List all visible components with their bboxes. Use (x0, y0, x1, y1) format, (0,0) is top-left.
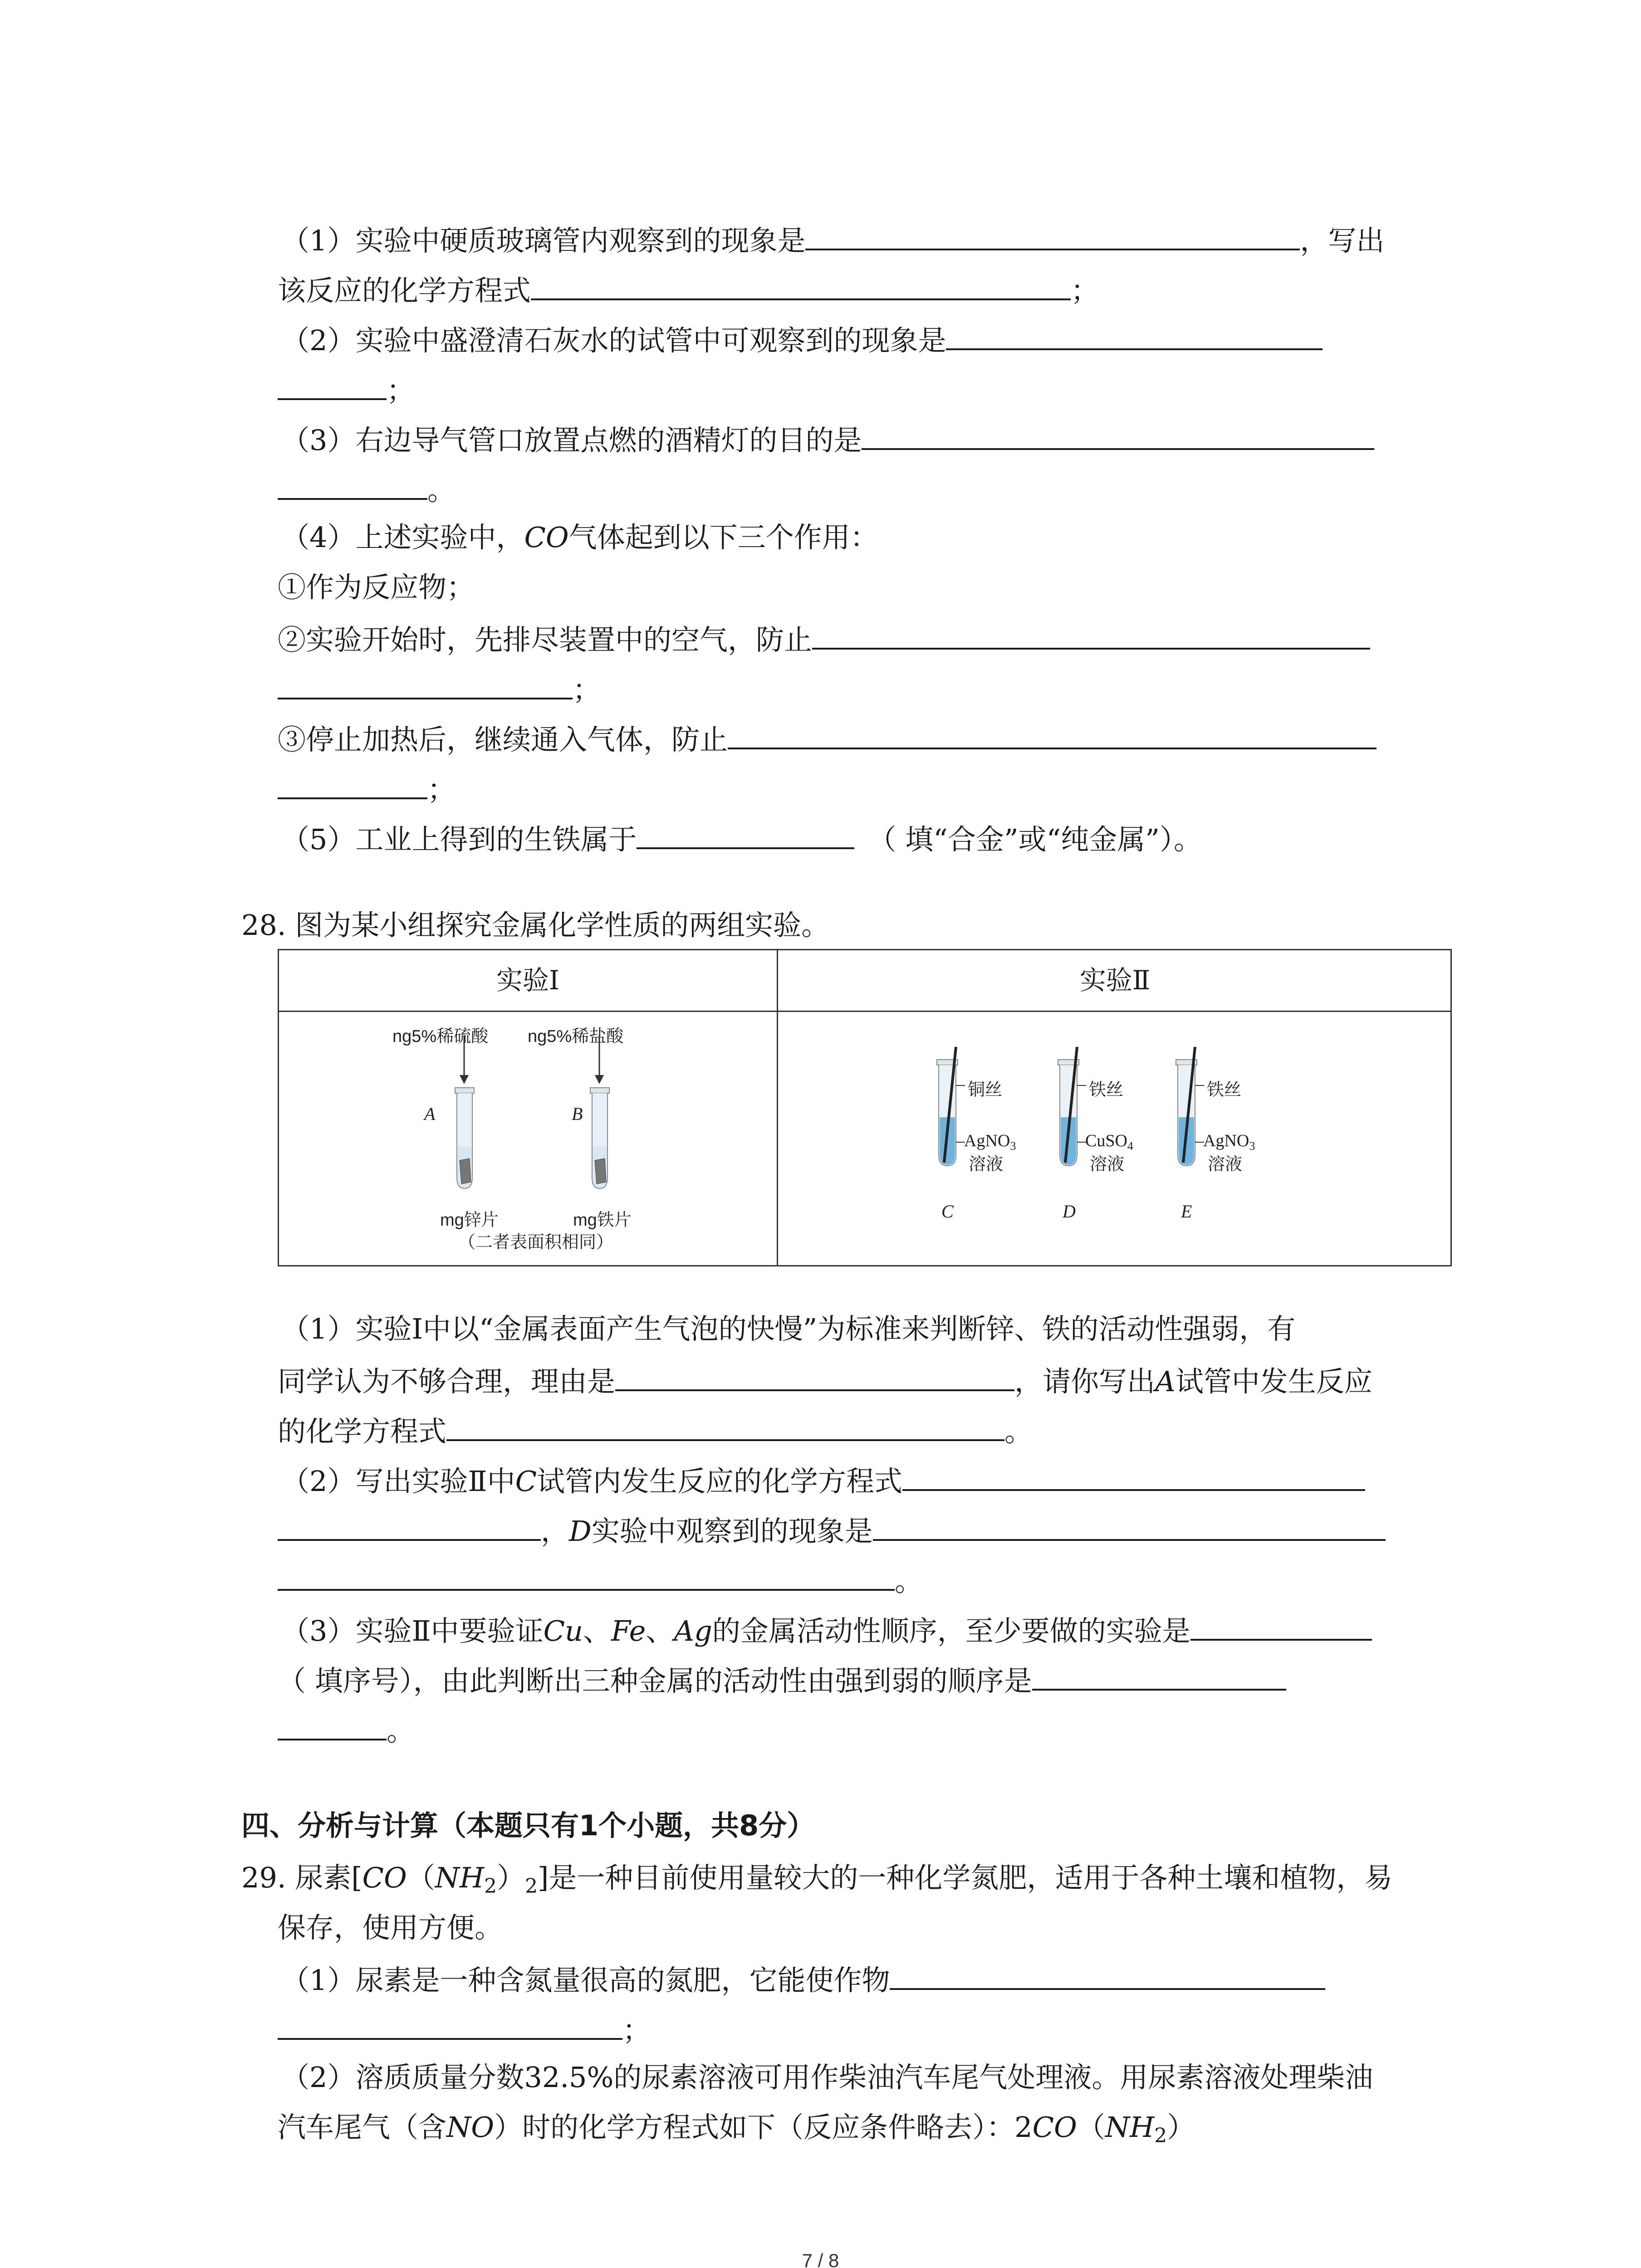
q28-p1-end: 。 (1004, 1415, 1033, 1448)
q28-p3-text2: 的金属活动性顺序，至少要做的实验是 (712, 1614, 1190, 1647)
q28-part1-line1 (281, 1304, 1295, 1354)
q29-p1-text: （1）尿素是一种含氮量很高的氮肥，它能使作物 (281, 1964, 890, 1997)
q28-stem-text: 28. 图为某小组探究金属化学性质的两组实验。 (241, 909, 830, 942)
paren: （ (1077, 2111, 1105, 2144)
q28-p3-text3: （ 填序号），由此判断出三种金属的活动性由强到弱的顺序是 (278, 1664, 1032, 1697)
q29-stem-text3: 保存，使用方便。 (278, 1911, 503, 1944)
answer-blank[interactable] (278, 1554, 895, 1591)
answer-blank[interactable] (615, 1354, 1014, 1391)
q27-p4-item2-end: ； (573, 673, 601, 706)
answer-blank[interactable] (1190, 1603, 1372, 1641)
arrow-head (460, 1075, 469, 1084)
page-number: 7 / 8 (802, 2250, 839, 2268)
q28-part3-line3 (278, 1703, 415, 1753)
q27-p4-item3-end: ； (427, 773, 456, 806)
q27-part3-line1 (281, 413, 1374, 463)
acid-b-label: ng5%稀盐酸 (528, 1027, 624, 1046)
q28-part2-line1 (281, 1454, 1365, 1504)
q27-p2-text: （2）实验中盛澄清石灰水的试管中可观察到的现象是 (281, 324, 946, 357)
answer-blank[interactable] (278, 463, 427, 500)
q28-p1-text5: 的化学方程式 (278, 1415, 447, 1448)
tube-c-letter: C (941, 1201, 954, 1222)
element-cu: Cu (543, 1614, 583, 1647)
answer-blank[interactable] (812, 612, 1370, 650)
paren: ） (1167, 2111, 1195, 2144)
test-tube-b (590, 1088, 609, 1188)
q27-p4-item1-text: ①作为反应物； (278, 571, 475, 604)
q28-p2-text2: 试管内发生反应的化学方程式 (537, 1465, 903, 1498)
subscript: 2 (484, 1875, 497, 1898)
q27-p1-text2: 该反应的化学方程式 (278, 274, 531, 307)
q29-stem-text2: ]是一种目前使用量较大的一种化学氮肥，适用于各种土壤和植物，易 (538, 1861, 1393, 1894)
tube-e-letter: E (1181, 1201, 1192, 1222)
separator: 、 (583, 1614, 611, 1647)
q27-p5-text: （5）工业上得到的生铁属于 (281, 823, 637, 856)
solution-d-formula: CuSO (1085, 1131, 1127, 1150)
test-tube-d (1058, 1047, 1079, 1166)
paren: （ (407, 1861, 435, 1894)
answer-blank[interactable] (728, 712, 1376, 749)
q28-part3-line1 (281, 1603, 1372, 1653)
acid-a-label: ng5%稀硫酸 (392, 1027, 489, 1046)
metal-a-label: mg锌片 (440, 1211, 499, 1230)
q28-p3-text: （3）实验Ⅱ中要验证 (281, 1614, 544, 1647)
q28-p1-text4: 试管中发生反应 (1175, 1365, 1372, 1398)
answer-blank[interactable] (278, 1504, 541, 1541)
wire-e-label: 铁丝 (1207, 1080, 1242, 1100)
surface-note-label: （二者表面积相同） (458, 1233, 614, 1252)
experiment-1-cell (279, 950, 778, 1265)
q28-part3-line2 (278, 1653, 1286, 1703)
formula-no: NO (446, 2111, 495, 2144)
answer-blank[interactable] (278, 2003, 622, 2040)
q27-p5-tail: （ 填“合金”或“纯金属”）。 (868, 823, 1202, 856)
solution-e-formula: AgNO (1203, 1131, 1249, 1150)
q28-p1-text: （1）实验Ⅰ中以“金属表面产生气泡的快慢”为标准来判断锌、铁的活动性强弱，有 (281, 1312, 1296, 1345)
q29-stem-line1 (241, 1853, 1392, 1903)
solution-e-subscript: 3 (1249, 1139, 1255, 1153)
solution-c-formula: AgNO (964, 1131, 1010, 1150)
experiment-2-cell (778, 950, 1452, 1265)
q27-part4-item1 (278, 562, 475, 612)
q27-part4-line1 (281, 513, 878, 562)
q27-part4-item2 (278, 612, 1370, 662)
q29-part2-line1 (281, 2053, 1373, 2102)
q27-part3-line2 (278, 463, 456, 513)
q27-p4-text2: 气体起到以下三个作用： (568, 521, 878, 554)
section-4-title: 四、分析与计算（本题只有1个小题，共8分） (241, 1809, 815, 1842)
q29-p2-text2: 汽车尾气（含 (278, 2111, 447, 2144)
formula-nh: NH (435, 1861, 485, 1894)
wire-c-label: 铜丝 (968, 1080, 1003, 1100)
q29-stem-text: 29. 尿素[ (241, 1861, 362, 1894)
q27-part4-item3 (278, 712, 1376, 762)
formula-co: CO (362, 1861, 407, 1894)
q27-part1-line2 (278, 263, 1099, 313)
answer-blank[interactable] (278, 1703, 387, 1740)
q28-p3-end: 。 (387, 1714, 415, 1747)
q29-part2-line2 (278, 2102, 1195, 2152)
q28-part1-line3 (278, 1404, 1033, 1454)
answer-blank[interactable] (1032, 1653, 1286, 1691)
subscript: 2 (1154, 2124, 1167, 2147)
q27-p4-item3-text: ③停止加热后，继续通入气体，防止 (278, 723, 728, 756)
answer-blank[interactable] (862, 413, 1374, 450)
solution-d-suffix: 溶液 (1090, 1155, 1125, 1174)
q28-part2-line3 (278, 1554, 923, 1603)
q27-p1-end: ； (1071, 274, 1099, 307)
q27-p4-item2-text: ②实验开始时，先排尽装置中的空气，防止 (278, 623, 813, 656)
element-ag: Ag (674, 1614, 712, 1647)
q27-p2-end: ； (387, 374, 415, 407)
answer-blank[interactable] (902, 1454, 1365, 1491)
answer-blank[interactable] (278, 662, 573, 699)
answer-blank[interactable] (637, 812, 854, 849)
formula-co: CO (524, 521, 569, 554)
q29-part1-line1 (281, 1953, 1325, 2003)
experiment-2-header: 实验Ⅱ (778, 950, 1452, 1012)
solution-e-suffix: 溶液 (1208, 1155, 1243, 1174)
q28-p1-text3: ，请你写出 (1014, 1365, 1156, 1398)
answer-blank[interactable] (278, 762, 427, 799)
tube-d-letter: D (1063, 1201, 1076, 1222)
q29-p2-text3: ）时的化学方程式如下（反应条件略去）：2 (494, 2111, 1033, 2144)
test-tube-e (1176, 1047, 1197, 1166)
tube-d-ref: D (569, 1515, 592, 1548)
experiment-table (278, 949, 1452, 1266)
answer-blank[interactable] (531, 263, 1071, 300)
q27-p1-tail: ，写出 (1300, 224, 1385, 257)
test-tube-a (455, 1088, 474, 1188)
separator: 、 (646, 1614, 674, 1647)
q28-p2-text3: 实验中观察到的现象是 (591, 1515, 873, 1548)
test-tube-c (937, 1047, 958, 1166)
experiment-1-header: 实验Ⅰ (279, 950, 777, 1012)
solution-c-subscript: 3 (1010, 1139, 1016, 1153)
q28-p2-text: （2）写出实验Ⅱ中 (281, 1465, 515, 1498)
q28-part1-line2 (278, 1354, 1372, 1404)
q27-p3-end: 。 (427, 474, 456, 507)
paren: ） (497, 1861, 525, 1894)
wire-d-label: 铁丝 (1089, 1080, 1124, 1100)
q28-p2-comma: ， (541, 1515, 569, 1548)
q29-p2-text: （2）溶质质量分数32.5%的尿素溶液可用作柴油汽车尾气处理液。用尿素溶液处理柴油 (281, 2061, 1373, 2094)
q27-part4-item3-line2 (278, 762, 456, 812)
q27-part5 (281, 812, 1202, 862)
q27-p1-text: （1）实验中硬质玻璃管内观察到的现象是 (281, 224, 806, 257)
formula-nh: NH (1105, 2111, 1155, 2144)
q28-stem (241, 900, 829, 950)
answer-blank[interactable] (890, 1953, 1325, 1990)
answer-blank[interactable] (278, 363, 387, 400)
answer-blank[interactable] (446, 1404, 1004, 1441)
q27-part1-line1 (281, 213, 1384, 263)
q27-part4-item2-line2 (278, 662, 601, 712)
answer-blank[interactable] (805, 213, 1300, 250)
tube-a-letter: A (424, 1104, 436, 1124)
q27-part2-line2 (278, 363, 415, 413)
subscript: 2 (525, 1875, 538, 1898)
q29-stem-line2 (278, 1903, 503, 1953)
q29-part1-line2 (278, 2003, 651, 2053)
metal-b-label: mg铁片 (573, 1211, 632, 1230)
arrow-head (595, 1075, 604, 1084)
q28-p2-end: 。 (895, 1564, 923, 1598)
q28-p1-text2: 同学认为不够合理，理由是 (278, 1365, 616, 1398)
element-fe: Fe (611, 1614, 646, 1647)
formula-co: CO (1032, 2111, 1077, 2144)
tube-a-ref: A (1155, 1365, 1176, 1398)
q27-p4-text: （4）上述实验中， (281, 521, 524, 554)
q29-p1-end: ； (622, 2014, 651, 2047)
tube-c-ref: C (515, 1465, 537, 1498)
q28-part2-line2 (278, 1504, 1386, 1554)
q27-part2-line1 (281, 313, 1323, 363)
answer-blank[interactable] (873, 1504, 1386, 1541)
answer-blank[interactable] (946, 313, 1323, 350)
q27-p3-text: （3）右边导气管口放置点燃的酒精灯的目的是 (281, 424, 862, 457)
solution-d-subscript: 4 (1127, 1139, 1133, 1153)
tube-b-letter: B (572, 1104, 583, 1124)
solution-c-suffix: 溶液 (969, 1155, 1004, 1174)
